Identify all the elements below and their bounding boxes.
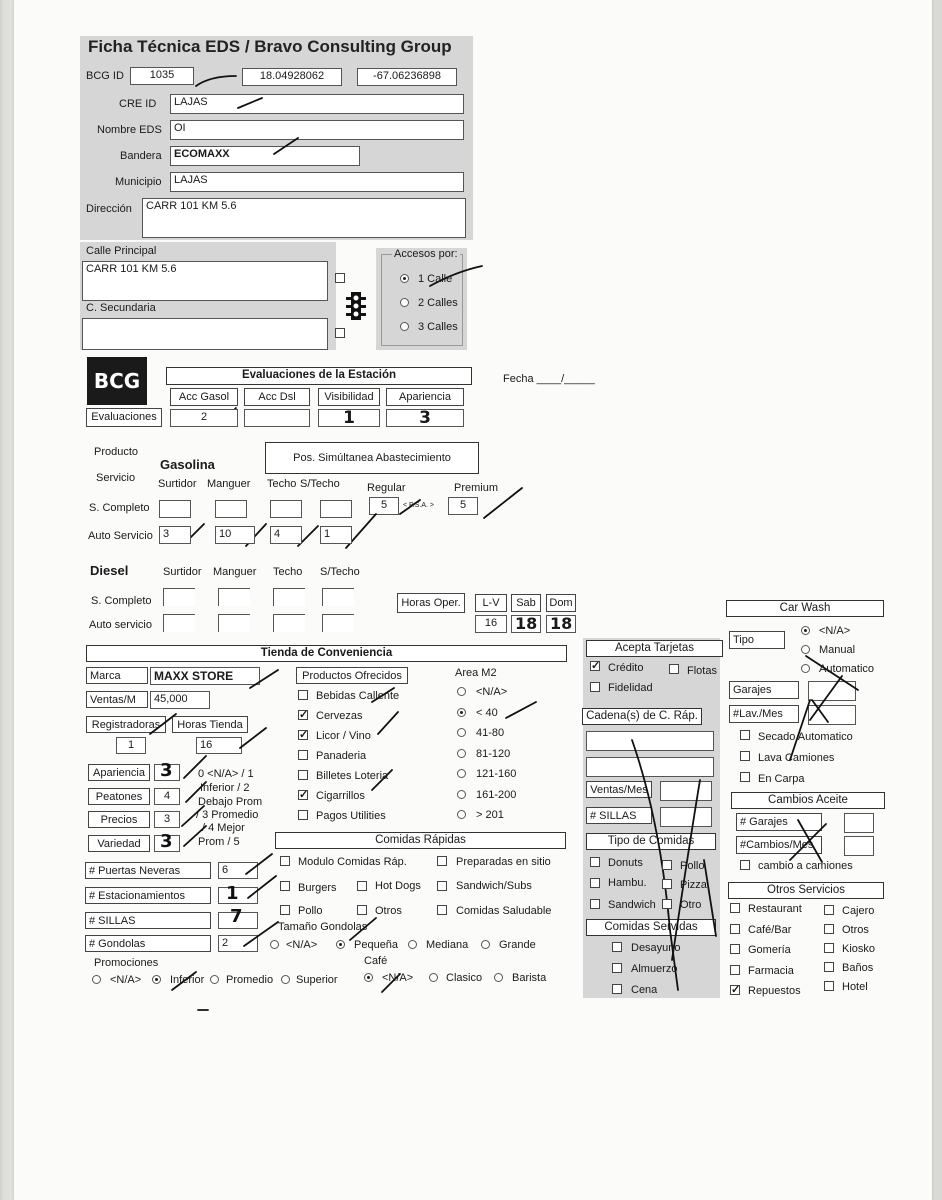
registradoras-field[interactable]: 1: [116, 737, 146, 754]
eval-field-3[interactable]: 1: [318, 409, 380, 427]
carwash-garajes-field[interactable]: [808, 681, 856, 701]
calle-principal-label: Calle Principal: [86, 245, 157, 257]
diesel-title: Diesel: [90, 563, 129, 578]
carwash-opt-checkbox-3[interactable]: [740, 772, 750, 782]
tipo-comida-checkbox-4[interactable]: [662, 879, 672, 889]
fecha-label: Fecha ____/_____: [503, 373, 595, 385]
flotas-label: Flotas: [687, 665, 717, 677]
precios-field[interactable]: 3: [154, 811, 180, 828]
otros-left-label-2: Café/Bar: [748, 923, 792, 936]
peatones-field[interactable]: 4: [154, 788, 180, 805]
premium-field[interactable]: 5: [448, 497, 478, 515]
aceite-garajes-field[interactable]: [844, 813, 874, 833]
puertas-neveras-field[interactable]: 6: [218, 862, 258, 879]
cafe-option-1: <N/A>: [382, 972, 414, 984]
acceso-radio-2[interactable]: [400, 298, 409, 307]
psa-label: < P.S.A. >: [403, 502, 435, 509]
comida-label-2: Preparadas en sitio: [456, 856, 551, 868]
gas-sc-field-2[interactable]: [215, 500, 247, 518]
comida-checkbox-2[interactable]: [437, 856, 447, 866]
gas-col-1: Surtidor: [158, 478, 197, 490]
productos-header: Productos Ofrecidos: [296, 667, 408, 684]
producto-label-3: Licor / Vino: [316, 730, 371, 742]
latitude-field[interactable]: 18.04928062: [242, 68, 342, 86]
cadena-ventas-label: Ventas/Mes: [586, 781, 652, 798]
carwash-tipo-label: Tipo: [729, 631, 785, 649]
tipo-comida-label-3: Hambu.: [608, 877, 647, 889]
comida-checkbox-8[interactable]: [437, 905, 447, 915]
promociones-label: Promociones: [94, 957, 159, 969]
calle-secundaria-field[interactable]: [82, 318, 328, 350]
area-radio-1[interactable]: [457, 687, 466, 696]
promo-radio-3[interactable]: [210, 975, 219, 984]
bandera-label: Bandera: [120, 150, 162, 162]
scale-text-1: 0 <N/A> / 1: [198, 768, 254, 780]
gas-auto-field-2[interactable]: 10: [215, 526, 255, 544]
servida-label-1: Desayuno: [631, 942, 681, 954]
dsl-sc-field-4[interactable]: [322, 588, 354, 606]
direccion-label: Dirección: [86, 203, 132, 215]
regular-label: Regular: [367, 482, 406, 494]
otros-left-checkbox-4[interactable]: [730, 965, 740, 975]
area-label-7: > 201: [476, 809, 504, 821]
tipo-comida-checkbox-5[interactable]: [590, 899, 600, 909]
comida-label-5: Sandwich/Subs: [456, 880, 532, 892]
carwash-tipo-label-2: Manual: [819, 644, 856, 656]
horas-col-2: Sab: [511, 594, 541, 612]
eval-field-2[interactable]: [244, 409, 310, 427]
aceite-cambios-label: #Cambios/Mes: [736, 836, 822, 854]
servicio-label: Servicio: [96, 472, 136, 484]
area-radio-6[interactable]: [457, 790, 466, 799]
eval-field-1[interactable]: 2: [170, 409, 238, 427]
horas-tienda-field[interactable]: 16: [196, 737, 242, 754]
area-radio-3[interactable]: [457, 728, 466, 737]
horas-oper-label: Horas Oper.: [397, 593, 465, 613]
comida-label-3: Burgers: [298, 882, 337, 894]
producto-checkbox-1[interactable]: [298, 690, 308, 700]
aceite-cambios-field[interactable]: [844, 836, 874, 856]
comida-label-7: Otros: [375, 905, 402, 917]
eval-field-4[interactable]: 3: [386, 409, 464, 427]
otros-left-checkbox-3[interactable]: [730, 944, 740, 954]
credito-label: Crédito: [608, 662, 644, 674]
gas-auto-field-1[interactable]: 3: [159, 526, 191, 544]
dsl-auto-field-1[interactable]: [163, 614, 195, 632]
cre-id-field[interactable]: LAJAS: [170, 94, 464, 114]
tienda-header: Tienda de Conveniencia: [86, 645, 567, 662]
dsl-sc-field-3[interactable]: [273, 588, 305, 606]
horas-col-1: L-V: [475, 594, 507, 612]
otros-left-label-3: Gomería: [748, 944, 791, 956]
servida-label-3: Cena: [631, 984, 658, 996]
municipio-field[interactable]: LAJAS: [170, 172, 464, 192]
tienda-apariencia-label: Apariencia: [88, 764, 150, 781]
servida-checkbox-3[interactable]: [612, 984, 622, 994]
cadena-sillas-label: # SILLAS: [586, 807, 652, 824]
servida-checkbox-1[interactable]: [612, 942, 622, 952]
tamano-label-1: <N/A>: [286, 939, 318, 951]
cadena-field-1[interactable]: [586, 731, 714, 751]
promo-label-4: Superior: [296, 974, 338, 986]
comida-label-8: Comidas Saludable: [456, 905, 552, 917]
gas-sc-field-4[interactable]: [320, 500, 352, 518]
dsl-col-4: S/Techo: [320, 566, 360, 578]
otros-left-checkbox-2[interactable]: [730, 924, 740, 934]
tipo-comida-label-2: Pollo: [680, 860, 705, 872]
producto-checkbox-6[interactable]: ✓: [299, 789, 309, 801]
marca-label: Marca: [86, 667, 148, 684]
fidelidad-label: Fidelidad: [608, 682, 653, 694]
otros-right-label-4: Baños: [842, 962, 874, 974]
tamano-radio-1[interactable]: [270, 940, 279, 949]
producto-label-1: Bebidas Callente: [316, 690, 400, 702]
producto-checkbox-2[interactable]: ✓: [299, 709, 309, 721]
carwash-lav-label: #Lav./Mes: [729, 705, 799, 723]
carwash-tipo-radio-3[interactable]: [801, 664, 810, 673]
horas-field-1[interactable]: 16: [475, 615, 507, 633]
producto-label-5: Billetes Loteria: [316, 770, 389, 782]
area-radio-4[interactable]: [457, 749, 466, 758]
gas-auto-label: Auto Servicio: [88, 530, 153, 542]
area-label-2: < 40: [476, 706, 498, 719]
dsl-sc-field-1[interactable]: [163, 588, 195, 606]
producto-label-6: Cigarrillos: [316, 790, 365, 802]
camiones-checkbox[interactable]: [740, 860, 750, 870]
area-label-1: <N/A>: [476, 686, 508, 698]
traffic-light-icon: [344, 291, 368, 321]
cafe-radio-1[interactable]: [364, 973, 373, 982]
scale-text-2: Inferior / 2: [200, 782, 250, 794]
nombre-field[interactable]: OI: [170, 120, 464, 140]
evaluaciones-header: Evaluaciones de la Estación: [166, 367, 472, 385]
estacionamientos-label: # Estacionamientos: [85, 887, 211, 904]
nombre-label: Nombre EDS: [97, 124, 162, 136]
tipo-comidas-header: Tipo de Comidas: [586, 833, 716, 850]
dsl-auto-field-4[interactable]: [322, 614, 354, 632]
horas-field-2[interactable]: 18: [511, 615, 541, 633]
acceso-radio-3[interactable]: [400, 322, 409, 331]
comidas-rapidas-header: Comidas Rápidas: [275, 832, 566, 849]
cre-id-label: CRE ID: [119, 98, 157, 110]
carwash-tipo-label-1: <N/A>: [819, 625, 851, 637]
otros-left-checkbox-5[interactable]: ✓: [731, 984, 741, 996]
acceso-label-2: 2 Calles: [418, 297, 458, 309]
tienda-sillas-label: # SILLAS: [85, 912, 211, 929]
area-radio-5[interactable]: [457, 769, 466, 778]
direccion-field[interactable]: CARR 101 KM 5.6: [142, 198, 466, 238]
promo-label-1: <N/A>: [110, 974, 142, 986]
bcg-id-field[interactable]: 1035: [130, 67, 194, 85]
scale-text-5: / 4 Mejor: [202, 822, 245, 834]
area-label-6: 161-200: [476, 788, 517, 801]
variedad-value: 3: [160, 831, 173, 852]
eval-col-4: Apariencia: [386, 388, 464, 406]
bandera-field[interactable]: ECOMAXX: [170, 146, 360, 166]
comida-checkbox-4[interactable]: [357, 881, 367, 891]
tarjetas-header: Acepta Tarjetas: [586, 640, 723, 657]
tipo-comida-label-4: Pizza: [680, 879, 707, 891]
carwash-opt-checkbox-1[interactable]: [740, 730, 750, 740]
calle-principal-checkbox[interactable]: [335, 273, 345, 283]
dsl-auto-field-2[interactable]: [218, 614, 250, 632]
producto-checkbox-7[interactable]: [298, 810, 308, 820]
municipio-label: Municipio: [115, 176, 162, 188]
dsl-auto-field-3[interactable]: [273, 614, 305, 632]
aceite-header: Cambios Aceite: [731, 792, 885, 809]
comida-label-6: Pollo: [298, 905, 323, 917]
gondolas-label: # Gondolas: [85, 935, 211, 952]
cadena-field-2[interactable]: [586, 757, 714, 777]
acceso-label-3: 3 Calles: [418, 321, 458, 333]
acceso-label-1: 1 Calle: [418, 273, 453, 285]
area-label-3: 41-80: [476, 727, 505, 739]
ventas-field[interactable]: 45,000: [150, 691, 210, 709]
servida-label-2: Almuerzo: [631, 963, 678, 975]
tamano-gondolas-label: Tamaño Gondolas: [278, 921, 368, 933]
aceite-garajes-label: # Garajes: [736, 813, 822, 831]
estacionamientos-value: 1: [226, 883, 239, 904]
horas-col-3: Dom: [546, 594, 576, 612]
producto-label-7: Pagos Utilities: [316, 810, 386, 822]
otros-right-checkbox-2[interactable]: [824, 924, 834, 934]
variedad-label: Variedad: [88, 835, 150, 852]
comida-checkbox-3[interactable]: [280, 881, 290, 891]
gas-sc-field-1[interactable]: [159, 500, 191, 518]
tienda-sillas-value: 7: [230, 906, 243, 927]
dsl-col-2: Manguer: [213, 566, 257, 578]
cafe-label: Café: [364, 955, 388, 967]
area-radio-7[interactable]: [457, 810, 466, 819]
tamano-label-2: Pequeña: [354, 939, 399, 951]
producto-label-4: Panaderia: [316, 750, 367, 762]
gas-sc-field-3[interactable]: [270, 500, 302, 518]
tamano-radio-3[interactable]: [408, 940, 417, 949]
carwash-tipo-radio-2[interactable]: [801, 645, 810, 654]
eval-col-1: Acc Gasol: [170, 388, 238, 406]
flotas-checkbox[interactable]: [669, 664, 679, 674]
comida-checkbox-5[interactable]: [437, 881, 447, 891]
gas-col-2: Manguer: [207, 478, 251, 490]
scale-text-3: Debajo Prom: [198, 796, 263, 808]
carwash-garajes-label: Garajes: [729, 681, 799, 699]
gas-col-3: Techo: [267, 478, 297, 490]
marca-field[interactable]: MAXX STORE: [150, 667, 260, 685]
otros-right-label-2: Otros: [842, 924, 869, 936]
gas-col-4: S/Techo: [300, 478, 340, 490]
comida-checkbox-1[interactable]: [280, 856, 290, 866]
otros-header: Otros Servicios: [728, 882, 884, 899]
carwash-lav-field[interactable]: [808, 705, 856, 725]
calle-principal-field[interactable]: CARR 101 KM 5.6: [82, 261, 328, 301]
camiones-label: cambio a camiones: [758, 860, 853, 872]
promo-label-3: Promedio: [226, 974, 274, 986]
carwash-opt-label-2: Lava Camiones: [758, 752, 835, 764]
dsl-s-completo-label: S. Completo: [91, 595, 152, 607]
evaluaciones-row-label: Evaluaciones: [86, 408, 162, 427]
producto-checkbox-5[interactable]: [298, 770, 308, 780]
comidas-servidas-header: Comidas Servidas: [586, 919, 716, 936]
area-radio-2[interactable]: [457, 708, 466, 717]
cadena-sillas-field[interactable]: [660, 807, 712, 827]
cafe-option-3: Barista: [512, 972, 547, 984]
promo-radio-4[interactable]: [281, 975, 290, 984]
tienda-apariencia-value: 3: [160, 760, 173, 781]
cafe-option-2: Clasico: [446, 972, 483, 984]
otros-left-label-5: Repuestos: [748, 985, 801, 997]
otros-right-checkbox-1[interactable]: [824, 905, 834, 915]
calle-secundaria-checkbox[interactable]: [335, 328, 345, 338]
gas-auto-field-3[interactable]: 4: [270, 526, 302, 544]
regular-field[interactable]: 5: [369, 497, 399, 515]
horas-tienda-label: Horas Tienda: [172, 716, 248, 733]
gas-auto-field-4[interactable]: 1: [320, 526, 352, 544]
accesos-label: Accesos por:: [394, 248, 458, 260]
dsl-col-3: Techo: [273, 566, 303, 578]
tamano-radio-4[interactable]: [481, 940, 490, 949]
tipo-comida-label-1: Donuts: [608, 857, 643, 869]
longitude-field[interactable]: -67.06236898: [357, 68, 457, 86]
eval-col-2: Acc Dsl: [244, 388, 310, 406]
comida-checkbox-7[interactable]: [357, 905, 367, 915]
carwash-opt-label-1: Secado Automatico: [758, 731, 853, 743]
ventas-label: Ventas/M: [86, 691, 148, 708]
tipo-comida-checkbox-6[interactable]: [662, 899, 672, 909]
producto-checkbox-3[interactable]: ✓: [299, 729, 309, 741]
carwash-tipo-radio-1[interactable]: [801, 626, 810, 635]
tipo-comida-label-6: Otro: [680, 899, 702, 911]
otros-left-label-4: Farmacia: [748, 964, 794, 977]
otros-right-checkbox-5[interactable]: [824, 981, 834, 991]
promo-radio-1[interactable]: [92, 975, 101, 984]
horas-field-3[interactable]: 18: [546, 615, 576, 633]
carwash-opt-checkbox-2[interactable]: [740, 751, 750, 761]
otros-right-label-3: Kiosko: [842, 943, 876, 955]
servida-checkbox-2[interactable]: [612, 963, 622, 973]
promo-radio-2[interactable]: [152, 975, 161, 984]
puertas-neveras-label: # Puertas Neveras: [85, 862, 211, 879]
producto-label-2: Cervezas: [316, 710, 363, 722]
fidelidad-checkbox[interactable]: [590, 682, 600, 692]
registradoras-label: Registradoras: [86, 716, 166, 733]
dsl-sc-field-2[interactable]: [218, 588, 250, 606]
gas-s-completo-label: S. Completo: [89, 502, 150, 514]
scale-text-6: Prom / 5: [198, 836, 240, 848]
dsl-auto-label: Auto servicio: [89, 619, 152, 631]
area-label-5: 121-160: [476, 768, 517, 780]
bcg-id-label: BCG ID: [86, 70, 124, 82]
peatones-label: Peatones: [88, 788, 150, 805]
promo-label-2: Inferior: [170, 974, 205, 986]
area-label-4: 81-120: [476, 747, 511, 760]
otros-right-checkbox-4[interactable]: [824, 962, 834, 972]
eval-col-3: Visibilidad: [318, 388, 380, 406]
tipo-comida-checkbox-1[interactable]: [590, 857, 600, 867]
calle-secundaria-label: C. Secundaria: [86, 302, 156, 314]
tamano-label-4: Grande: [499, 939, 536, 951]
gondolas-field[interactable]: 2: [218, 935, 258, 952]
comida-checkbox-6[interactable]: [280, 905, 290, 915]
otros-right-checkbox-3[interactable]: [824, 943, 834, 953]
cadenas-header: Cadena(s) de C. Ráp.: [582, 708, 702, 725]
form-title: Ficha Técnica EDS / Bravo Consulting Group: [88, 37, 452, 56]
otros-left-label-1: Restaurant: [748, 903, 802, 915]
bcg-logo: BCG: [87, 357, 147, 405]
credito-checkbox[interactable]: ✓: [591, 660, 601, 672]
premium-label: Premium: [454, 482, 499, 494]
acceso-radio-1[interactable]: [400, 274, 409, 283]
comida-label-1: Modulo Comidas Ráp.: [298, 856, 407, 868]
cafe-radio-3[interactable]: [494, 973, 503, 982]
tipo-comida-checkbox-3[interactable]: [590, 878, 600, 888]
producto-label: Producto: [94, 446, 139, 458]
scale-text-4: / 3 Promedio: [196, 809, 259, 821]
carwash-tipo-label-3: Automatico: [819, 663, 875, 675]
comida-label-4: Hot Dogs: [375, 880, 421, 892]
tipo-comida-label-5: Sandwich: [608, 899, 656, 911]
cadena-ventas-field[interactable]: [660, 781, 712, 801]
gasolina-title: Gasolina: [160, 457, 215, 472]
otros-right-label-1: Cajero: [842, 905, 875, 917]
producto-checkbox-4[interactable]: [298, 750, 308, 760]
tipo-comida-checkbox-2[interactable]: [662, 860, 672, 870]
cafe-radio-2[interactable]: [429, 973, 438, 982]
carwash-opt-label-3: En Carpa: [758, 773, 805, 785]
tamano-radio-2[interactable]: [336, 940, 345, 949]
tamano-label-3: Mediana: [426, 939, 469, 951]
precios-label: Precios: [88, 811, 150, 828]
area-label: Area M2: [455, 667, 497, 679]
otros-right-label-5: Hotel: [842, 981, 868, 993]
pos-simultanea-header: Pos. Simúltanea Abastecimiento: [265, 442, 479, 474]
otros-left-checkbox-1[interactable]: [730, 903, 740, 913]
dsl-col-1: Surtidor: [163, 566, 202, 578]
carwash-header: Car Wash: [726, 600, 884, 617]
